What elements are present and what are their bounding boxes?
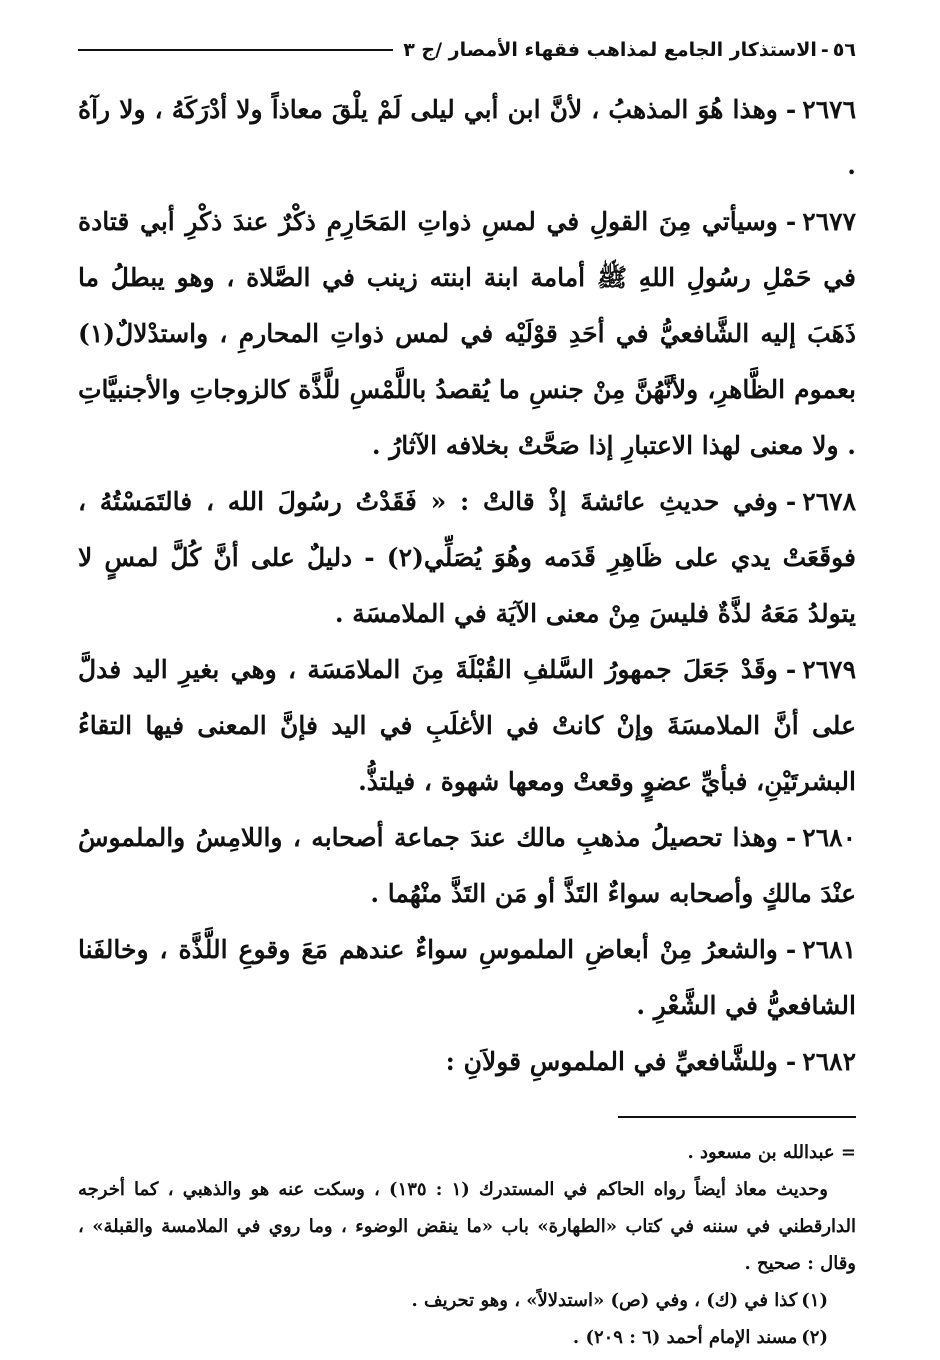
paragraph-text: وهذا هُوَ المذهبُ ، لأنَّ ابن أبي ليلى لَمْ يلْقَ معاذاً ولا أدْرَكَهُ ، ولا رآهُ . xyxy=(78,95,856,180)
paragraph-text: وفي حديثِ عائشةَ إذْ قالتْ : « فَقَدْتُ رسُولَ الله ، فالتَمَسْتُهُ ، فوقَعَتْ يدي على ظَاهِرِ قَدَمه وهُوَ يُصَلِّي(٢) - دليلٌ على أنَّ كُلَّ لمسٍ لا يتولدُ مَعَهُ لذَّةٌ فليسَ مِنْ معنى الآيَة في الملامسَة . xyxy=(78,487,857,628)
paragraph-text: والشعرُ مِنْ أبعاضِ الملموسِ سواءٌ عندهم مَعَ وقوعِ اللَّذَّة ، وخالفَنا الشافعيُّ في الشَّعْرِ . xyxy=(78,935,856,1020)
footnote-text: وحديث معاذ أيضاً رواه الحاكم في المستدرك (١ : ١٣٥) ، وسكت عنه هو والذهبي ، كما أخرجه الدارقطني في سننه في كتاب «الطهارة» باب «ما ينقض الوضوء ، وما روي في الملامسة والقبلة» ، وقال : صحيح . xyxy=(78,1179,856,1274)
footnote-1 xyxy=(78,1282,856,1319)
page-number: ٥٦ xyxy=(832,39,856,61)
paragraph-dash: - xyxy=(785,1047,797,1076)
paragraph-2678 xyxy=(78,474,856,642)
paragraph-dash: - xyxy=(785,487,797,516)
running-header xyxy=(78,30,856,70)
paragraph-dash: - xyxy=(785,823,797,852)
footnote-2 xyxy=(78,1319,856,1356)
paragraph-text: وسيأتي مِنَ القولِ في لمسِ ذواتِ المَحَارِمِ ذكْرٌ عندَ ذكْرِ أبي قتادة في حَمْلِ رسُولِ اللهِ ﷺ أمامة ابنة ابنته زينب في الصَّلاة ، وهو يبطلُ ما ذَهَبَ إليه الشَّافعيُّ في أحَدِ قوْلَيْه في لمس ذواتِ المحارمِ ، واستدْلالٌ(١) بعموم الظَّاهرِ، ولأنَّهُنَّ مِنْ جنسِ ما يُقصدُ باللَّمْسِ للَّذَّة كالزوجاتِ والأجنبيَّاتِ . ولا معنى لهذا الاعتبارِ إذا صَحَّتْ بخلافه الآثارُ . xyxy=(78,207,856,460)
paragraph-number: ٢٦٧٨ xyxy=(802,487,856,516)
paragraph-number: ٢٦٨١ xyxy=(802,935,856,964)
paragraph-number: ٢٦٧٦ xyxy=(802,95,856,124)
footnotes xyxy=(78,1134,856,1356)
footnote-continuation xyxy=(78,1134,856,1171)
footnote-rule xyxy=(618,1116,856,1118)
paragraph-2681 xyxy=(78,922,856,1034)
header-rule xyxy=(78,49,393,51)
footnote-separator-wrap xyxy=(78,1090,856,1118)
book-page xyxy=(78,30,857,1348)
paragraph-2676 xyxy=(78,82,856,194)
footnote-text: = عبدالله بن مسعود . xyxy=(687,1142,856,1163)
paragraph-text: وهذا تحصيلُ مذهبِ مالك عندَ جماعة أصحابه ، واللامِسُ والملموسُ عنْدَ مالكٍ وأصحابه سواءٌ التَذَّ أو مَن التَذَّ منْهُما . xyxy=(78,823,856,908)
paragraph-number: ٢٦٨٢ xyxy=(802,1047,856,1076)
footnote-continuation xyxy=(78,1171,856,1282)
paragraph-2679 xyxy=(78,642,856,810)
footnote-marker: (١) xyxy=(801,1290,828,1311)
book-title: الاستذكار الجامع لمذاهب فقهاء الأمصار /ج ٣ xyxy=(403,39,817,61)
paragraph-dash: - xyxy=(785,935,797,964)
paragraph-dash: - xyxy=(785,655,797,684)
paragraph-number: ٢٦٨٠ xyxy=(802,823,856,852)
paragraph-dash: - xyxy=(785,95,797,124)
footnote-marker: (٢) xyxy=(801,1327,828,1348)
paragraph-text: وقَدْ جَعَلَ جمهورُ السَّلفِ القُبْلَةَ مِنَ الملامَسَة ، وهي بغيرِ اليد فدلَّ على أنَّ الملامسَةَ وإنْ كانتْ في الأغلَبِ في اليد فإنَّ المعنى فيها التقاءُ البشرتَيْنِ، فبأيِّ عضوٍ وقعتْ ومعها شهوة ، فيلتذُّ. xyxy=(78,655,856,796)
footnote-text: مسند الإمام أحمد (٦ : ٢٠٩) . xyxy=(572,1327,798,1348)
main-text xyxy=(78,82,856,1090)
paragraph-number: ٢٦٧٧ xyxy=(802,207,856,236)
paragraph-text: وللشَّافعيِّ في الملموسِ قولاَنِ : xyxy=(445,1047,778,1076)
paragraph-2680 xyxy=(78,810,856,922)
paragraph-2682 xyxy=(78,1034,856,1090)
footnote-text: كذا في (ك) ، وفي (ص) «استدلالاً» ، وهو تحريف . xyxy=(411,1290,798,1311)
paragraph-number: ٢٦٧٩ xyxy=(802,655,856,684)
paragraph-2677 xyxy=(78,194,856,474)
header-dash: - xyxy=(820,39,829,61)
paragraph-dash: - xyxy=(785,207,797,236)
